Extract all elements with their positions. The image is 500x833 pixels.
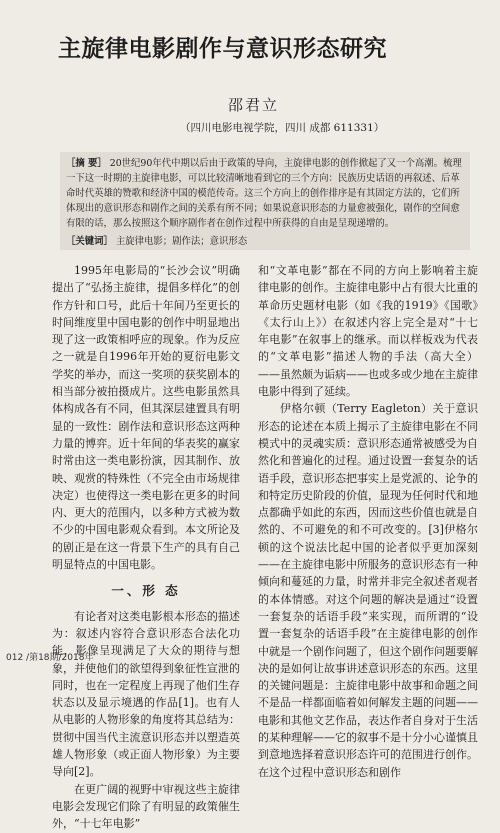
left-paragraph-3: 在更广阔的视野中审视这些主旋律电影会发现它们除了有明显的政策催生外，“十七年电影” [52,782,240,831]
abstract-tag: ［摘 要］ [66,158,107,169]
right-paragraph-2: 伊格尔顿（Terry Eagleton）关于意识形态的论述在本质上揭示了主旋律电影在不同模式中的灵魂实质：意识形态通常被感受为自然化和普遍化的过程。通过设置一套复杂的话语手段，意识形态把事实上是党派的、论争的和特定历史阶段的价值，显现为任何时代和地点都确乎如此的东西，因而这些价值也就是自然的、不可避免的和不可改变的。[3]伊格尔顿的这个说法比起中国的论者似乎更加深刻——在主旋律电影中所服务的意识形态有一种倾向和蔓延的力量，时常并非完全叙述者观者的本体情感。对这个问题的解决是通过“设置一套复杂的话语手段”来实现，而所谓的“设置一套复杂的话语手段”在主旋律电影的创作中就是一个剧作问题了，但这个剧作问题要解决的是如何让故事讲述意识形态的东西。这里的关键问题是：主旋律电影中故事和命题之间不是品一样都面临着如何解发主题的问题——电影和其他文艺作品，表达作者自身对于生活的某种理解——它的叙事不是十分小心谨慎且到意地选择着意识形态许可的范围进行创作。在这个过程中意识形态和剧作 [258,402,478,779]
section-heading: 一、形 态 [111,583,181,599]
author-affiliation: （四川电影电视学院，四川 成都 611331） [180,122,385,134]
abstract-paragraph [66,156,464,231]
left-paragraph-1: 1995年电影局的“长沙会议”明确提出了“弘扬主旋律，提倡多样化”的创作方针和口号，此后十年间乃至更长的时间维度里中国电影的创作中明显地出现了这一政策相呼应的现象。作为反应之一就是自1996年开始的夏衍电影文学奖的举办，而这一奖项的获奖剧本的相当部分被拍摄成片。这些电影虽然具体构成各有不同，但其深层建置具有明显的一致性：剧作法和意识形态这两种力量的博弈。近十年间的华表奖的赢家时常由这一类电影扮演，因其制作、放映、观赏的特殊性（不完全由市场规律决定）也使得这一类电影在更多的时间内、更大的范围内，以多种方式被为数不少的中国电影观众看到。本文所论及的剧正是在这一背景下生产的具有自己明显特点的中国电影。 [52,264,240,572]
author-name: 邵君立 [228,96,280,114]
keywords-text: 主旋律电影；剧作法；意识形态 [115,236,248,247]
right-paragraph-1: 和“文革电影”都在不同的方向上影响着主旋律电影的创作。主旋律电影中占有很大比重的革命历史题材电影（如《我的1919》《国歌》《太行山上》）在叙述内容上完全是对“十七年电影”在叙事上的继承。而以样板戏为代表的“文革电影”描述人物的手法（高大全）——虽然颇为诟病——也或多或少地在主旋律电影中得到了延续。 [258,264,478,399]
left-paragraph-2: 有论者对这类电影根本形态的描述为：叙述内容符合意识形态合法化功能，影像呈现满足了大众的期待与想象，并使他们的欲望得到象征性宣泄的同时，也在一定程度上再现了他们生存状态以及显示境遇的作品[1]。也有人从电影的人物形象的角度将其总结为：贯彻中国当代主流意识形态并以塑造英雄人物形象（或正面人物形象）为主要导向[2]。 [52,609,240,779]
abstract-text: 20世纪90年代中期以后由于政策的导向，主旋律电影的创作掀起了又一个高潮。梳理一下这一时期的主旋律电影，可以比较清晰地看到它的三个方向：民族历史话语的再叙述、后革命时代英雄的赞歌和经济中国的模范传奇。这三个方向上的创作排序是有其固定方法的，它们所体现出的意识形态和剧作之间的关系有所不同；如果说意识形态的力量愈被强化，剧作的空间愈有限的话，那么按照这个顺序剧作者在创作过程中所获得的自由是呈现递增的。 [66,158,462,229]
keywords-line [66,234,464,249]
article-title: 主旋律电影剧作与意识形态研究 [58,36,387,62]
left-column [52,262,240,831]
keywords-tag: ［关键词］ [66,236,113,247]
abstract-box [60,152,470,250]
page-footer: 012 /第18期/2018年 [6,653,94,663]
right-column [258,262,478,779]
